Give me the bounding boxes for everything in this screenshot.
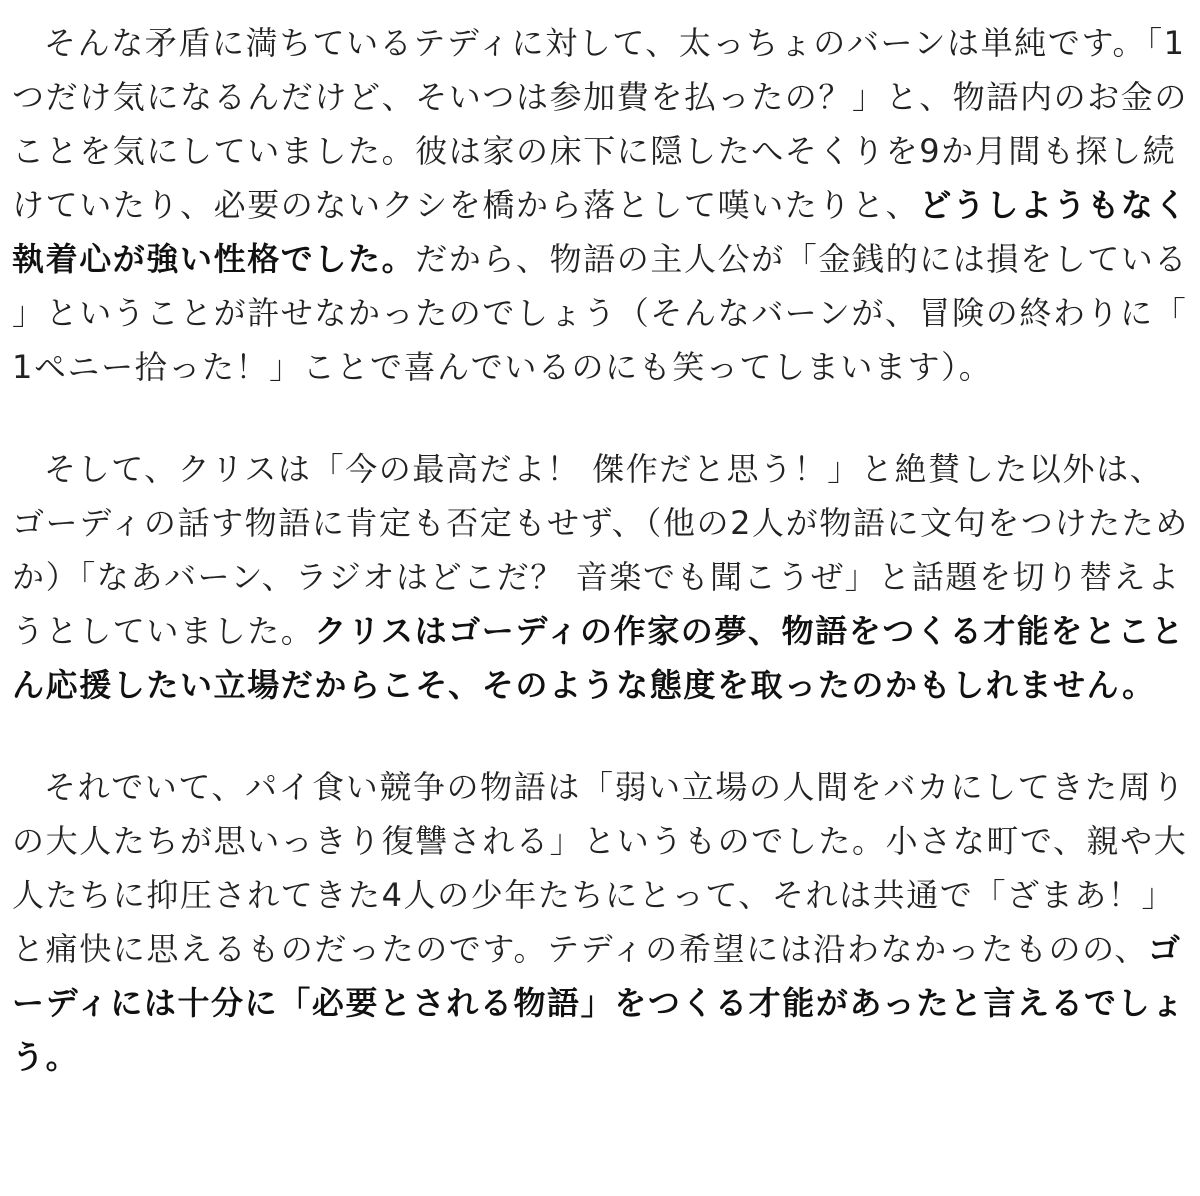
paragraph-text: だから、物語の主人公が「金銭的には損をしている」ということが許せなかったのでしょう（そんなバーンが、冒険の終わりに「1ペニー拾った！」ことで喜んでいるのにも笑ってしまいます）。: [12, 240, 1189, 386]
paragraph: [12, 16, 1190, 394]
paragraph: [12, 442, 1190, 712]
paragraph-text: そんな矛盾に満ちているテディに対して、太っちょのバーンは単純です。「1つだけ気になるんだけど、そいつは参加費を払ったの？」と、物語内のお金のことを気にしていました。彼は家の床下に隠したへそくりを9か月間も探し続けていたり、必要のないクシを橋から落として嘆いたりと、: [12, 24, 1189, 224]
paragraph-emphasis: どうしようもなく執着心が強い性格でした。: [12, 186, 1189, 278]
paragraph-text: それでいて、パイ食い競争の物語は「弱い立場の人間をバカにしてきた周りの大人たちが思いっきり復讐される」というものでした。小さな町で、親や大人たちに抑圧されてきた4人の少年たちにとって、それは共通で「ざまあ！」と痛快に思えるものだったのです。テディの希望には沿わなかったものの、: [12, 768, 1188, 968]
paragraph-emphasis: クリスはゴーディの作家の夢、物語をつくる才能をとことん応援したい立場だからこそ、そのような態度を取ったのかもしれません。: [12, 612, 1185, 704]
paragraph: [12, 760, 1190, 1084]
paragraph-text: そして、クリスは「今の最高だよ！ 傑作だと思う！」と絶賛した以外は、ゴーディの話す物語に肯定も否定もせず、（他の2人が物語に文句をつけたためか）「なあバーン、ラジオはどこだ？ 音楽でも聞こうぜ」と話題を切り替えようとしていました。: [12, 450, 1189, 650]
paragraph-emphasis: ゴーディには十分に「必要とされる物語」をつくる才能があったと言えるでしょう。: [12, 930, 1185, 1076]
